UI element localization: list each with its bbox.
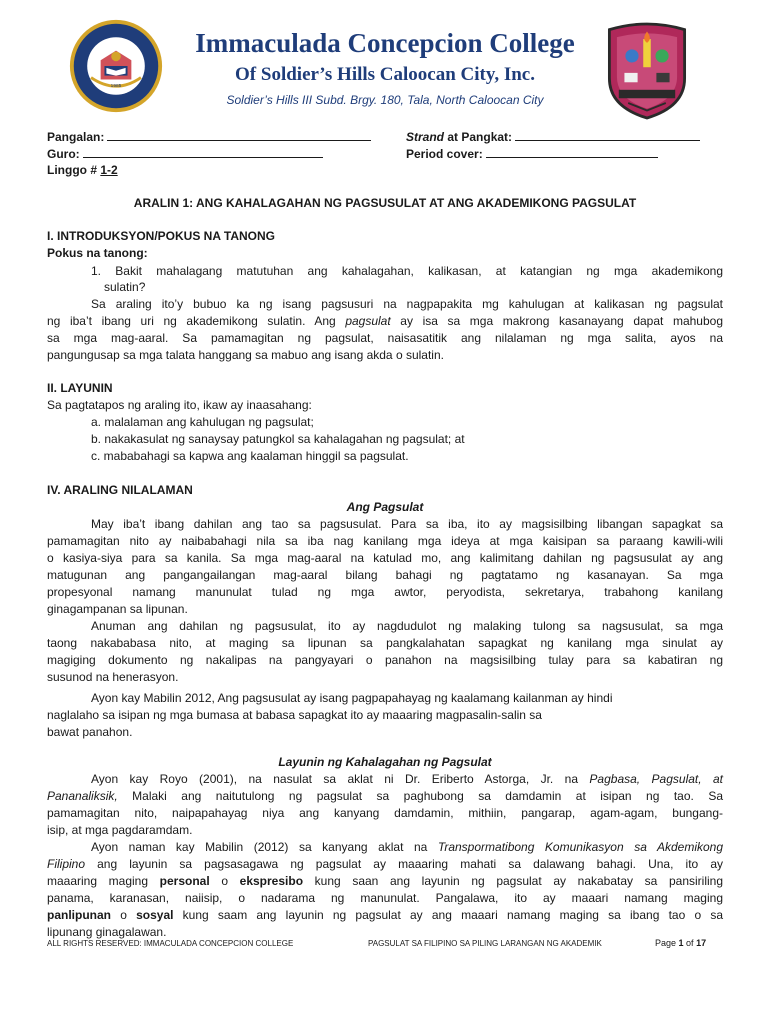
seal-year: 1985 xyxy=(110,84,122,90)
objective-item: a. malalaman ang kahulugan ng pagsulat; xyxy=(91,415,314,429)
objectives-intro: Sa pagtatapos ng araling ito, ikaw ay inaasahang: xyxy=(47,398,312,412)
strand-field: Strand at Pangkat: xyxy=(406,128,700,146)
period-field: Period cover: xyxy=(406,145,658,163)
content-para-line: pamamagitan nito, naipapahayag niya ang kanyang damdamin, mithiin, pangarap, agam-agam, bungang- xyxy=(47,806,723,820)
content-para-line: Ayon kay Royo (2001), na nasulat sa aklat ni Dr. Eriberto Astorga, Jr. na Pagbasa, Pagsulat, at xyxy=(91,772,723,786)
content-para-line: Anuman ang dahilan ng pagsusulat, ito ay nagdudulot ng malaking tulong sa nagsusulat, sa mga xyxy=(91,619,723,633)
footer-subject: PAGSULAT SA FILIPINO SA PILING LARANGAN NG AKADEMIK xyxy=(368,939,602,948)
lesson-title: ARALIN 1: ANG KAHALAGAHAN NG PAGSUSULAT AT ANG AKADEMIKONG PAGSULAT xyxy=(133,196,637,210)
content-para-line: ginagampanan sa lipunan. xyxy=(47,602,188,616)
footer-rights: ALL RIGHTS RESERVED: IMMACULADA CONCEPCION COLLEGE xyxy=(47,939,294,948)
content-para-line: matugunan ang pangangailangan mag-aaral bilang bahagi ng pagtatamo ng kasanayan. Sa mga xyxy=(47,568,723,582)
content-para-line: Ayon naman kay Mabilin (2012) sa kanyang aklat na Transpormatibong Komunikasyon sa Akdemikong xyxy=(91,840,724,854)
content-para-line: o kasiya-siya para sa kanila. Sa mga mag-aaral na katulad mo, ang kalimitang dahilan ng pagsusulat ay ang xyxy=(47,551,723,565)
week-field: Linggo # 1-2 xyxy=(47,163,118,177)
college-subtitle: Of Soldier’s Hills Caloocan City, Inc. xyxy=(235,64,535,85)
content-para-line: taong nakababasa nito, at maging sa lipunan sa pangkalahatan sapagkat ng kanilang mga sinulat ay xyxy=(47,636,723,650)
content-para-line: pamamagitan nito ay naibabahagi nila sa iba nag kanilang mga ideya at mga kaisipan sa paraang kawili-wili xyxy=(47,534,723,548)
section-intro-heading: I. INTRODUKSYON/POKUS NA TANONG xyxy=(47,229,276,243)
content-para-line: Filipino ang layunin sa pagsasagawa ng pagsulat ay maaaring mahati sa dalawang bahagi. Una, ito ay xyxy=(47,857,723,871)
intro-para-line: ng iba’t ibang uri ng akademikong sulatin. Ang pagsulat ay isa sa mga makrong kasanayang dapat mahubog xyxy=(47,314,723,328)
focus-question-cont: sulatin? xyxy=(104,280,146,294)
subtitle-ang-pagsulat: Ang Pagsulat xyxy=(346,500,424,514)
college-name: Immaculada Concepcion College xyxy=(195,28,575,58)
content-para-line: maaaring maging personal o ekspresibo kung saan ang layunin ng pagsulat ay nakabatay sa pansiriling xyxy=(47,874,724,888)
content-para-line: Pananaliksik, Malaki ang naitutulong ng pagsulat sa paghubong sa damdamin at isipan ng tao. Sa xyxy=(47,789,723,803)
content-para-line: panlipunan o sosyal kung saam ang layunin ng pagsulat ay ang maaari namang maging sa ibang tao o sa xyxy=(47,908,724,922)
content-para-line: May iba’t ibang dahilan ang tao sa pagsusulat. Para sa iba, ito ay magsisilbing libangan sapagkat sa xyxy=(91,517,723,531)
content-para-line: Ayon kay Mabilin 2012, Ang pagsusulat ay isang pagpapahayag ng kaalamang kailanman ay hindi xyxy=(91,691,613,705)
name-field: Pangalan: xyxy=(47,128,371,146)
objective-item: c. mababahagi sa kapwa ang kaalaman hinggil sa pagsulat. xyxy=(91,449,409,463)
teacher-field: Guro: xyxy=(47,145,323,163)
focus-question-label: Pokus na tanong: xyxy=(47,246,148,260)
content-para-line: naglalaho sa isipan ng mga bumasa at babasa sapagkat ito ay maaaring magpasalin-salin sa xyxy=(47,708,542,722)
college-seal-logo xyxy=(68,18,164,114)
section-content-heading: IV. ARALING NILALAMAN xyxy=(47,483,193,497)
shs-department-logo xyxy=(600,22,694,120)
section-objectives-heading: II. LAYUNIN xyxy=(47,381,113,395)
content-para-line: isip, at mga pagdaramdam. xyxy=(47,823,193,837)
focus-question: 1. Bakit mahalagang matutuhan ang kahalagahan, kalikasan, at katangian ng mga akademikong xyxy=(91,264,723,278)
intro-para-line: Sa araling ito’y bubuo ka ng isang pagsusuri na nagpapakita mg kahulugan at kalikasan ng pagsulat xyxy=(91,297,723,311)
content-para-line: susunod na henerasyon. xyxy=(47,670,179,684)
content-para-line: magiging dokumento ng nakalipas na pangyayari o panahon na magsisilbing tulay para sa kabatiran ng xyxy=(47,653,723,667)
footer-page-number: Page 1 of 17 xyxy=(655,938,707,948)
content-para-line: lipunang ginagalawan. xyxy=(47,925,167,939)
content-para-line: bawat panahon. xyxy=(47,725,133,739)
intro-para-line: sa mga mag-aaral. Sa pamamagitan ng pagsulat, naisasatitik ang nilalaman ng mga salita, ayos na xyxy=(47,331,723,345)
college-address: Soldier’s Hills III Subd. Brgy. 180, Tala, North Caloocan City xyxy=(226,93,544,107)
subtitle-layunin: Layunin ng Kahalagahan ng Pagsulat xyxy=(278,755,492,769)
intro-para-line: pangungusap sa mga talata hanggang sa mabuo ang isang akda o sulatin. xyxy=(47,348,444,362)
content-para-line: propesyonal namang manunulat tulad ng mga awtor, peryodista, sekretarya, trabahong kanilang xyxy=(47,585,723,599)
objective-item: b. nakakasulat ng sanaysay patungkol sa kahalagahan ng pagsulat; at xyxy=(91,432,465,446)
content-para-line: panama, karanasan, naiisip, o nadarama ng manunulat. Pangalawa, ito ay maaari namang maging xyxy=(47,891,723,905)
